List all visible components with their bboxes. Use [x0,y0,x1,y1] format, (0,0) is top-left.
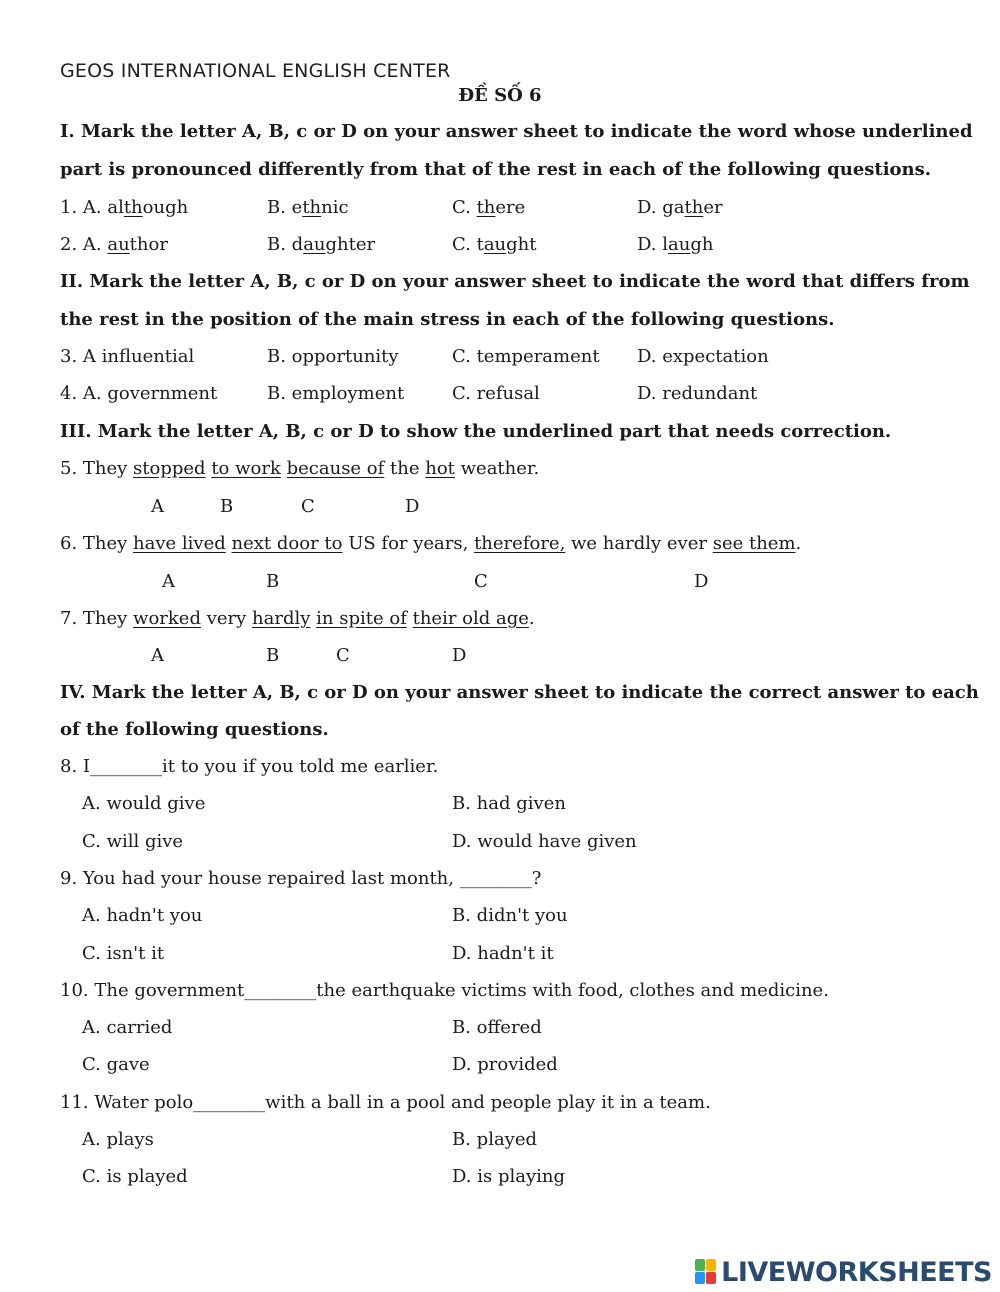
q11-option-b: B. played [452,1129,538,1150]
q6-letter-d: D [694,571,709,592]
center-name: GEOS INTERNATIONAL ENGLISH CENTER [60,60,451,82]
section4-instruction-line1: IV. Mark the letter A, B, c or D on your answer sheet to indicate the correct answer to each [60,682,979,703]
q7-letter-d: D [452,645,467,666]
q7-letter-a: A [151,645,164,666]
q3-option-b: B. opportunity [267,346,399,367]
q1-option-d: D. gather [637,197,723,218]
q1-option-b: B. ethnic [267,197,349,218]
q6-letter-a: A [162,571,175,592]
section3-instruction: III. Mark the letter A, B, c or D to show the underlined part that needs correction. [60,421,892,442]
q9-option-d: D. hadn't it [452,943,554,964]
q3-option-d: D. expectation [637,346,769,367]
q5-letter-c: C [301,496,315,517]
logo-text: LIVEWORKSHEETS [721,1256,992,1288]
q10-stem: 10. The government________the earthquake victims with food, clothes and medicine. [60,980,829,1001]
logo-mark-icon [695,1259,717,1285]
q4-option-c: C. refusal [452,383,540,404]
q6-letter-c: C [474,571,488,592]
q5-letter-a: A [151,496,164,517]
question-7: 7. They worked very hardly in spite of their old age. [60,608,535,629]
question-6: 6. They have lived next door to US for years, therefore, we hardly ever see them. [60,533,802,554]
q1-option-c: C. there [452,197,526,218]
q11-option-a: A. plays [82,1129,154,1150]
section1-instruction-line1: I. Mark the letter A, B, c or D on your answer sheet to indicate the word whose underlined [60,121,973,142]
liveworksheets-logo[interactable] [695,1252,992,1292]
q9-option-a: A. hadn't you [82,905,203,926]
q3-option-c: C. temperament [452,346,600,367]
q8-option-b: B. had given [452,793,566,814]
exam-title: ĐỀ SỐ 6 [458,85,542,106]
q5-letter-b: B [220,496,234,517]
q2-option-a: 2. A. author [60,234,168,255]
q4-option-a: 4. A. government [60,383,218,404]
q9-option-c: C. isn't it [82,943,165,964]
question-5: 5. They stopped to work because of the hot weather. [60,458,540,479]
q4-option-d: D. redundant [637,383,758,404]
q8-option-d: D. would have given [452,831,637,852]
section4-instruction-line2: of the following questions. [60,719,329,740]
q9-option-b: B. didn't you [452,905,568,926]
section1-instruction-line2: part is pronounced differently from that of the rest in each of the following questions. [60,159,932,180]
q2-option-c: C. taught [452,234,537,255]
q10-option-a: A. carried [82,1017,173,1038]
q11-stem: 11. Water polo________with a ball in a pool and people play it in a team. [60,1092,711,1113]
q3-option-a: 3. A influential [60,346,195,367]
q10-option-c: C. gave [82,1054,150,1075]
q8-stem: 8. I________it to you if you told me earlier. [60,756,439,777]
q11-option-d: D. is playing [452,1166,566,1187]
q10-option-d: D. provided [452,1054,558,1075]
q8-option-a: A. would give [82,793,206,814]
q7-letter-b: B [266,645,280,666]
q7-letter-c: C [336,645,350,666]
q1-option-a: 1. A. although [60,197,189,218]
q6-letter-b: B [266,571,280,592]
q2-option-b: B. daughter [267,234,376,255]
q8-option-c: C. will give [82,831,184,852]
q2-option-d: D. laugh [637,234,714,255]
q11-option-c: C. is played [82,1166,188,1187]
q5-letter-d: D [405,496,420,517]
section2-instruction-line2: the rest in the position of the main stress in each of the following questions. [60,309,835,330]
q10-option-b: B. offered [452,1017,542,1038]
q4-option-b: B. employment [267,383,405,404]
q9-stem: 9. You had your house repaired last month, ________? [60,868,542,889]
section2-instruction-line1: II. Mark the letter A, B, c or D on your answer sheet to indicate the word that differs from [60,271,970,292]
